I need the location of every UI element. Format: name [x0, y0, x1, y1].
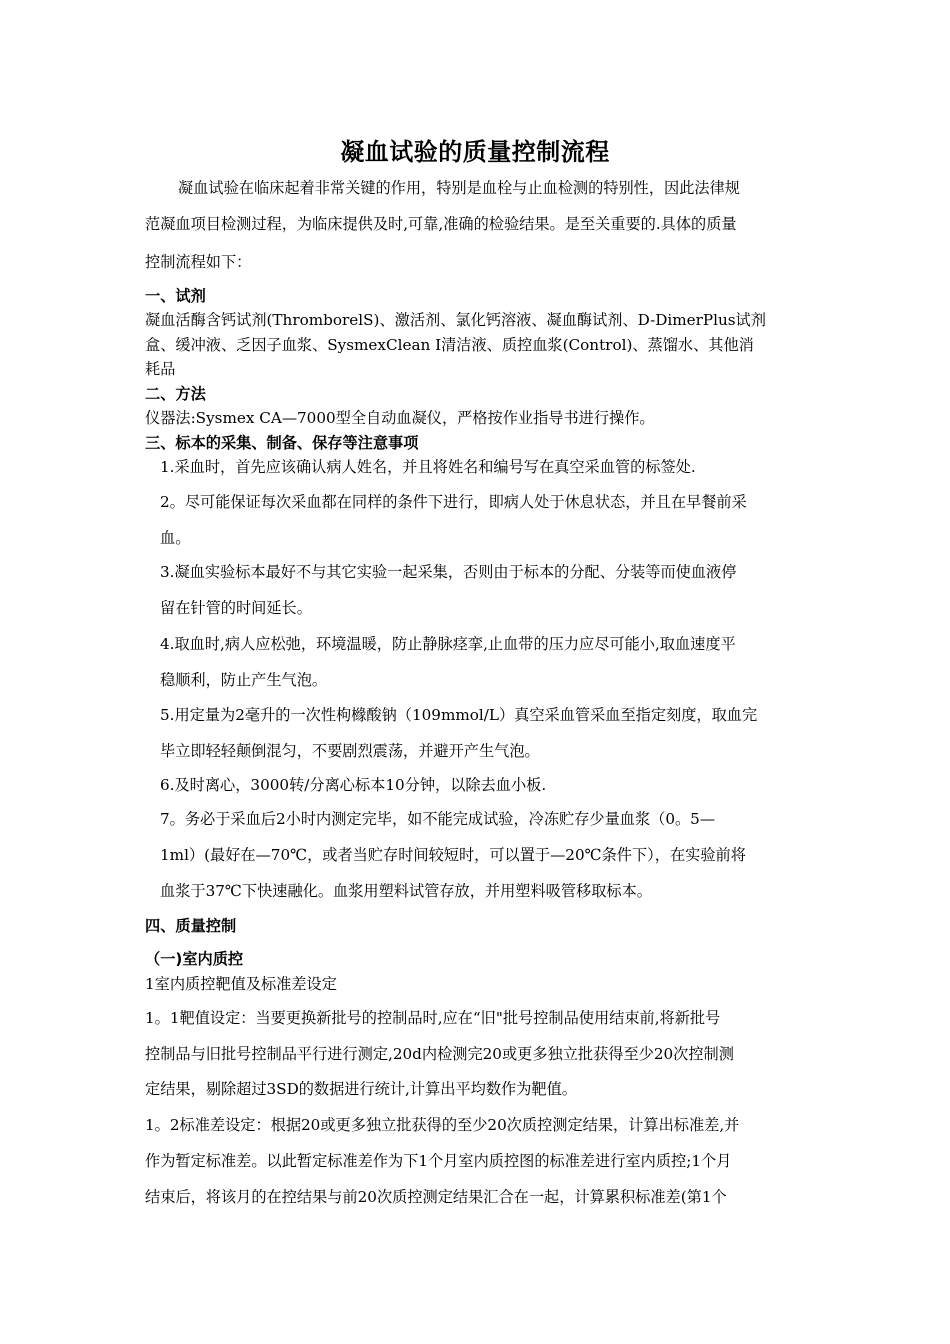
qc-line-3: 控制品与旧批号控制品平行进行测定,20d内检测完20或更多独立批获得至少20次控制测 — [145, 1045, 734, 1063]
reagents-line-3: 耗品 — [145, 360, 176, 378]
specimen-line-4: 3.凝血实验标本最好不与其它实验一起采集，否则由于标本的分配、分装等而使血液停 — [160, 563, 737, 581]
section-heading-quality-control: 四、质量控制 — [145, 917, 237, 935]
specimen-line-1: 1.采血时，首先应该确认病人姓名，并且将姓名和编号写在真空采血管的标签处. — [160, 458, 696, 476]
section-heading-specimen: 三、标本的采集、制备、保存等注意事项 — [145, 434, 419, 452]
specimen-line-9: 毕立即轻轻颠倒混匀，不要剧烈震荡，并避开产生气泡。 — [160, 742, 540, 760]
section-heading-method: 二、方法 — [145, 385, 206, 403]
specimen-line-10: 6.及时离心，3000转/分离心标本10分钟，以除去血小板. — [160, 776, 547, 794]
intro-line-1: 凝血试验在临床起着非常关键的作用，特别是血栓与止血检测的特别性，因此法律规 — [178, 179, 740, 197]
intro-line-3: 控制流程如下： — [145, 253, 252, 271]
specimen-line-12: 1ml）(最好在—70℃，或者当贮存时间较短时，可以置于—20℃条件下），在实验前将 — [160, 846, 746, 864]
section-heading-reagents: 一、试剂 — [145, 287, 206, 305]
qc-line-1: 1室内质控靶值及标准差设定 — [145, 975, 337, 993]
qc-line-7: 结束后，将该月的在控结果与前20次质控测定结果汇合在一起，计算累积标准差(第1个 — [145, 1188, 727, 1206]
specimen-line-6: 4.取血时,病人应松弛，环境温暖，防止静脉痉挛,止血带的压力应尽可能小,取血速度平 — [160, 635, 736, 653]
qc-line-5: 1。2标准差设定：根据20或更多独立批获得的至少20次质控测定结果，计算出标准差,并 — [145, 1116, 740, 1134]
subheading-internal-qc: （一)室内质控 — [145, 950, 244, 968]
specimen-line-3: 血。 — [160, 529, 191, 547]
qc-line-4: 定结果，剔除超过3SD的数据进行统计,计算出平均数作为靶值。 — [145, 1080, 577, 1098]
specimen-line-7: 稳顺利，防止产生气泡。 — [160, 671, 328, 689]
specimen-line-11: 7。务必于采血后2小时内测定完毕，如不能完成试验，冷冻贮存少量血浆（0。5— — [160, 810, 716, 828]
specimen-line-13: 血浆于37℃下快速融化。血浆用塑料试管存放，并用塑料吸管移取标本。 — [160, 882, 652, 900]
specimen-line-5: 留在针管的时间延长。 — [160, 599, 312, 617]
specimen-line-2: 2。尽可能保证每次采血都在同样的条件下进行，即病人处于休息状态，并且在早餐前采 — [160, 493, 747, 511]
method-line-1: 仪器法:Sysmex CA—7000型全自动血凝仪，严格按作业指导书进行操作。 — [145, 409, 655, 427]
intro-line-2: 范凝血项目检测过程，为临床提供及时,可靠,准确的检验结果。是至关重要的.具体的质量 — [145, 215, 737, 233]
document-title: 凝血试验的质量控制流程 — [340, 138, 610, 166]
reagents-line-1: 凝血活酶含钙试剂(ThromborelS)、激活剂、氯化钙溶液、凝血酶试剂、D-DimerPlus试剂 — [145, 311, 766, 329]
qc-line-2: 1。1靶值设定：当要更换新批号的控制品时,应在“旧"批号控制品使用结束前,将新批号 — [145, 1009, 721, 1027]
specimen-line-8: 5.用定量为2毫升的一次性枸橼酸钠（109mmol/L）真空采血管采血至指定刻度，取血完 — [160, 706, 758, 724]
reagents-line-2: 盒、缓冲液、乏因子血浆、SysmexClean Ⅰ清洁液、质控血浆(Control)、蒸馏水、其他消 — [145, 336, 754, 354]
qc-line-6: 作为暂定标准差。以此暂定标准差作为下1个月室内质控图的标准差进行室内质控;1个月 — [145, 1152, 732, 1170]
